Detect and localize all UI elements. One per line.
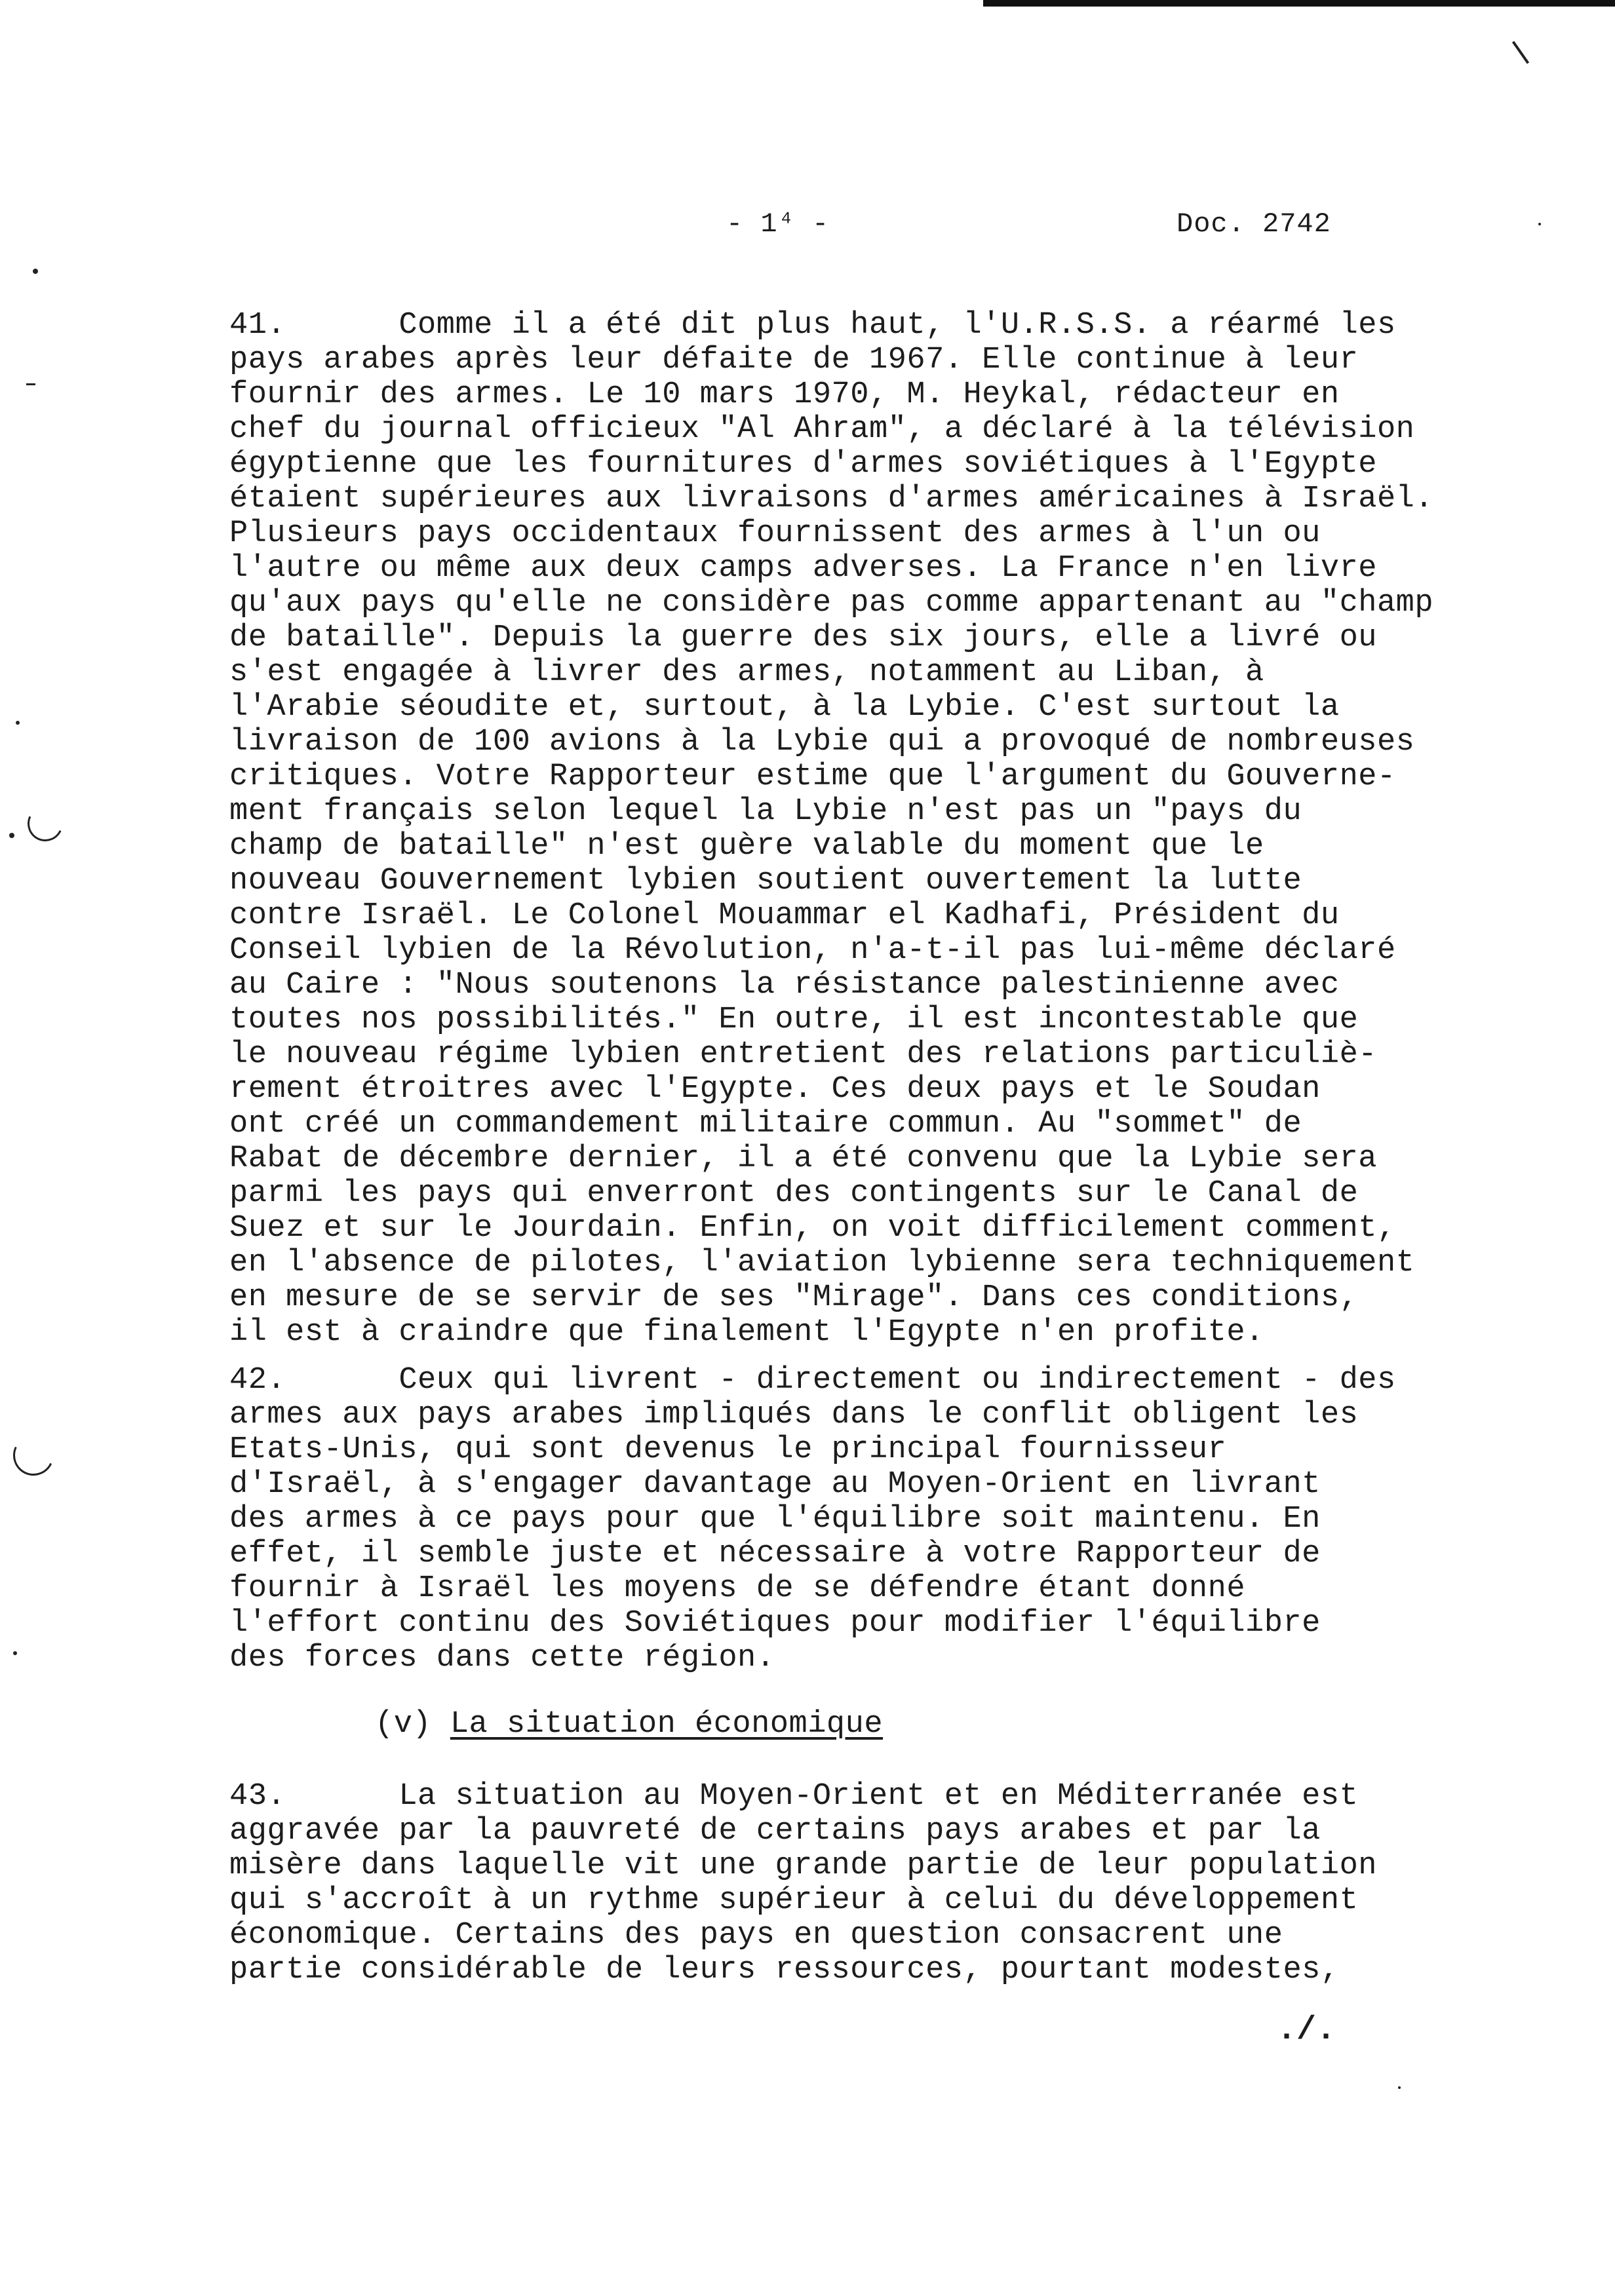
- text-line: il est à craindre que finalement l'Egypte n'en profite.: [229, 1315, 1264, 1350]
- text-line: parmi les pays qui enverront des contingents sur le Canal de: [229, 1176, 1359, 1211]
- text-line: le nouveau régime lybien entretient des relations particuliè-: [229, 1037, 1377, 1072]
- text-line: Conseil lybien de la Révolution, n'a-t-il pas lui-même déclaré: [229, 933, 1396, 968]
- text-line: fournir à Israël les moyens de se défendre étant donné: [229, 1571, 1246, 1606]
- text-line: 42. Ceux qui livrent - directement ou indirectement - des: [229, 1363, 1396, 1398]
- text-line: champ de bataille" n'est guère valable du moment que le: [229, 829, 1264, 864]
- paragraph-41: [229, 308, 1494, 1350]
- text-line: l'autre ou même aux deux camps adverses. La France n'en livre: [229, 551, 1377, 586]
- text-line: critiques. Votre Rapporteur estime que l'argument du Gouverne-: [229, 759, 1396, 794]
- text-line: aggravée par la pauvreté de certains pays arabes et par la: [229, 1814, 1321, 1848]
- text-line: Suez et sur le Jourdain. Enfin, on voit difficilement comment,: [229, 1211, 1396, 1246]
- text-line: Etats-Unis, qui sont devenus le principal fournisseur: [229, 1432, 1227, 1467]
- scan-speck: [33, 269, 38, 274]
- text-line: Plusieurs pays occidentaux fournissent des armes à l'un ou: [229, 516, 1321, 551]
- text-line: ment français selon lequel la Lybie n'est pas un "pays du: [229, 794, 1302, 829]
- text-line: s'est engagée à livrer des armes, notamment au Liban, à: [229, 655, 1264, 690]
- paragraph-43: [229, 1779, 1494, 1987]
- text-line: armes aux pays arabes impliqués dans le conflit obligent les: [229, 1398, 1359, 1432]
- scan-edge-rule: [983, 0, 1615, 7]
- page-number: - 1⁴ -: [726, 208, 830, 240]
- text-line: d'Israël, à s'engager davantage au Moyen-Orient en livrant: [229, 1467, 1321, 1502]
- text-line: étaient supérieures aux livraisons d'armes américaines à Israël.: [229, 482, 1434, 516]
- text-line: livraison de 100 avions à la Lybie qui a provoqué de nombreuses: [229, 725, 1415, 759]
- section-prefix: (v): [375, 1707, 450, 1742]
- scan-speck: [1538, 223, 1541, 225]
- text-line: toutes nos possibilités." En outre, il est incontestable que: [229, 1003, 1359, 1037]
- text-line: pays arabes après leur défaite de 1967. Elle continue à leur: [229, 343, 1359, 377]
- text-line: des forces dans cette région.: [229, 1641, 775, 1675]
- text-line: en l'absence de pilotes, l'aviation lybienne sera techniquement: [229, 1246, 1415, 1280]
- scan-speck: [13, 1651, 17, 1655]
- text-line: rement étroitres avec l'Egypte. Ces deux pays et le Soudan: [229, 1072, 1321, 1107]
- text-line: nouveau Gouvernement lybien soutient ouvertement la lutte: [229, 864, 1302, 898]
- margin-hole-mark: [22, 801, 68, 846]
- scan-speck: [1398, 2086, 1401, 2089]
- text-line: économique. Certains des pays en question consacrent une: [229, 1918, 1283, 1953]
- text-line: l'effort continu des Soviétiques pour modifier l'équilibre: [229, 1606, 1321, 1641]
- text-line: Rabat de décembre dernier, il a été convenu que la Lybie sera: [229, 1141, 1377, 1176]
- text-line: au Caire : "Nous soutenons la résistance palestinienne avec: [229, 968, 1340, 1003]
- text-line: en mesure de se servir de ses "Mirage". Dans ces conditions,: [229, 1280, 1359, 1315]
- text-line: chef du journal officieux "Al Ahram", a déclaré à la télévision: [229, 412, 1415, 447]
- text-line: égyptienne que les fournitures d'armes soviétiques à l'Egypte: [229, 447, 1377, 482]
- scan-speck: [16, 721, 20, 725]
- section-heading: [375, 1707, 883, 1742]
- section-title: La situation économique: [450, 1707, 884, 1742]
- text-line: l'Arabie séoudite et, surtout, à la Lybie. C'est surtout la: [229, 690, 1340, 725]
- text-line: fournir des armes. Le 10 mars 1970, M. Heykal, rédacteur en: [229, 377, 1340, 412]
- scan-speck: [26, 383, 35, 385]
- text-line: misère dans laquelle vit une grande partie de leur population: [229, 1848, 1377, 1883]
- margin-hole-mark: [7, 1429, 59, 1481]
- text-line: qui s'accroît à un rythme supérieur à celui du développement: [229, 1883, 1359, 1918]
- continuation-mark: ./.: [1277, 2012, 1336, 2049]
- scan-speck: [9, 833, 14, 838]
- text-line: de bataille". Depuis la guerre des six jours, elle a livré ou: [229, 621, 1377, 655]
- text-line: contre Israël. Le Colonel Mouammar el Kadhafi, Président du: [229, 898, 1340, 933]
- text-line: qu'aux pays qu'elle ne considère pas comme appartenant au "champ: [229, 586, 1434, 621]
- scan-speck: [1512, 41, 1529, 64]
- document-reference: Doc. 2742: [1177, 208, 1331, 240]
- text-line: 43. La situation au Moyen-Orient et en Méditerranée est: [229, 1779, 1359, 1814]
- paragraph-42: [229, 1363, 1494, 1675]
- text-line: partie considérable de leurs ressources, pourtant modestes,: [229, 1953, 1340, 1987]
- text-line: ont créé un commandement militaire commun. Au "sommet" de: [229, 1107, 1302, 1141]
- text-line: des armes à ce pays pour que l'équilibre soit maintenu. En: [229, 1502, 1321, 1537]
- text-line: 41. Comme il a été dit plus haut, l'U.R.S.S. a réarmé les: [229, 308, 1396, 343]
- text-line: effet, il semble juste et nécessaire à votre Rapporteur de: [229, 1537, 1321, 1571]
